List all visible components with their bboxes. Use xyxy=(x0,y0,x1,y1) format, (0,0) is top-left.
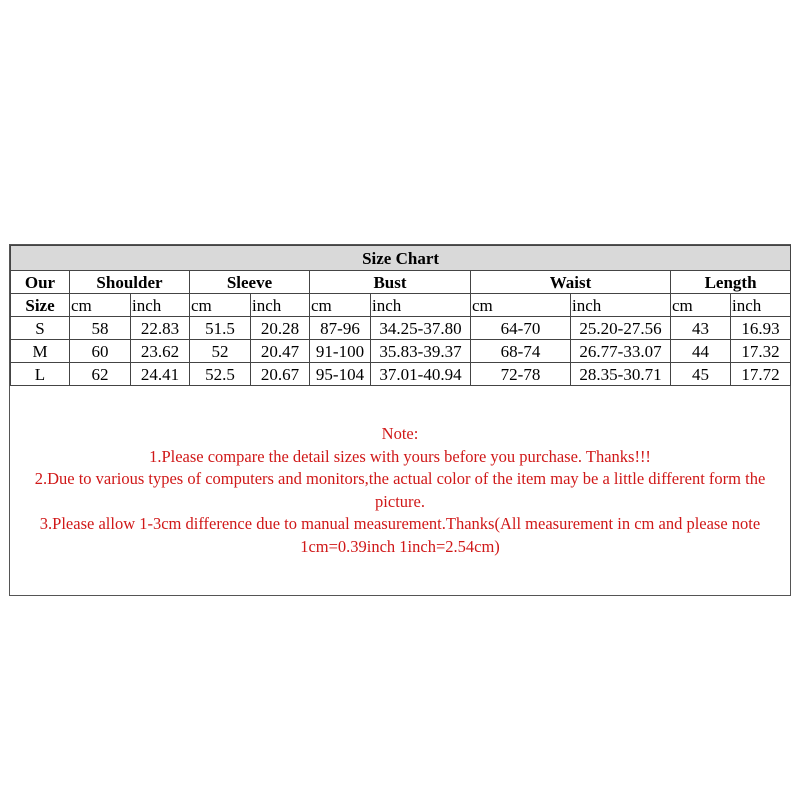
note-line: 2.Due to various types of computers and monitors,the actual color of the item may be a little different form the xyxy=(34,469,766,488)
table-cell: 51.5 xyxy=(190,317,251,340)
table-cell: 87-96 xyxy=(310,317,371,340)
table-cell: 17.72 xyxy=(731,363,791,386)
table-cell: 24.41 xyxy=(131,363,190,386)
header-row-measure xyxy=(11,271,791,294)
unit-label: cm xyxy=(190,294,251,317)
table-cell: 68-74 xyxy=(471,340,571,363)
note-heading: Note: xyxy=(381,424,419,443)
header-waist: Waist xyxy=(471,271,671,294)
unit-label: inch xyxy=(371,294,471,317)
header-row-units xyxy=(11,294,791,317)
table-cell: 25.20-27.56 xyxy=(571,317,671,340)
table-row xyxy=(11,363,791,386)
table-cell: 17.32 xyxy=(731,340,791,363)
note-line: 1.Please compare the detail sizes with yours before you purchase. Thanks!!! xyxy=(149,446,651,466)
unit-label: cm xyxy=(310,294,371,317)
title-row xyxy=(11,246,791,271)
table-cell: 43 xyxy=(671,317,731,340)
unit-label: cm xyxy=(471,294,571,317)
note-line: picture. xyxy=(375,491,425,511)
unit-label: inch xyxy=(731,294,791,317)
table-cell: 91-100 xyxy=(310,340,371,363)
table-row xyxy=(11,340,791,363)
notes-block xyxy=(10,423,790,558)
header-size: Size xyxy=(11,294,70,317)
unit-label: cm xyxy=(70,294,131,317)
size-chart-panel xyxy=(9,244,791,596)
header-length: Length xyxy=(671,271,791,294)
size-cell: S xyxy=(11,317,70,340)
unit-label: cm xyxy=(671,294,731,317)
table-cell: 64-70 xyxy=(471,317,571,340)
table-cell: 52 xyxy=(190,340,251,363)
table-cell: 23.62 xyxy=(131,340,190,363)
header-our: Our xyxy=(11,271,70,294)
chart-title: Size Chart xyxy=(11,246,791,271)
table-cell: 60 xyxy=(70,340,131,363)
table-row xyxy=(11,317,791,340)
note-line: 1cm=0.39inch 1inch=2.54cm) xyxy=(300,536,500,556)
table-cell: 20.28 xyxy=(251,317,310,340)
table-cell: 52.5 xyxy=(190,363,251,386)
table-cell: 16.93 xyxy=(731,317,791,340)
header-bust: Bust xyxy=(310,271,471,294)
table-cell: 62 xyxy=(70,363,131,386)
header-sleeve: Sleeve xyxy=(190,271,310,294)
unit-label: inch xyxy=(571,294,671,317)
unit-label: inch xyxy=(251,294,310,317)
table-cell: 44 xyxy=(671,340,731,363)
table-cell: 20.67 xyxy=(251,363,310,386)
table-cell: 20.47 xyxy=(251,340,310,363)
table-cell: 22.83 xyxy=(131,317,190,340)
table-cell: 28.35-30.71 xyxy=(571,363,671,386)
table-cell: 58 xyxy=(70,317,131,340)
size-cell: M xyxy=(11,340,70,363)
unit-label: inch xyxy=(131,294,190,317)
header-shoulder: Shoulder xyxy=(70,271,190,294)
table-cell: 37.01-40.94 xyxy=(371,363,471,386)
table-cell: 72-78 xyxy=(471,363,571,386)
note-line: 3.Please allow 1-3cm difference due to manual measurement.Thanks(All measurement in cm and please note xyxy=(39,514,761,533)
table-cell: 45 xyxy=(671,363,731,386)
table-cell: 35.83-39.37 xyxy=(371,340,471,363)
table-cell: 26.77-33.07 xyxy=(571,340,671,363)
size-chart-table xyxy=(10,245,791,386)
table-cell: 95-104 xyxy=(310,363,371,386)
table-cell: 34.25-37.80 xyxy=(371,317,471,340)
size-cell: L xyxy=(11,363,70,386)
